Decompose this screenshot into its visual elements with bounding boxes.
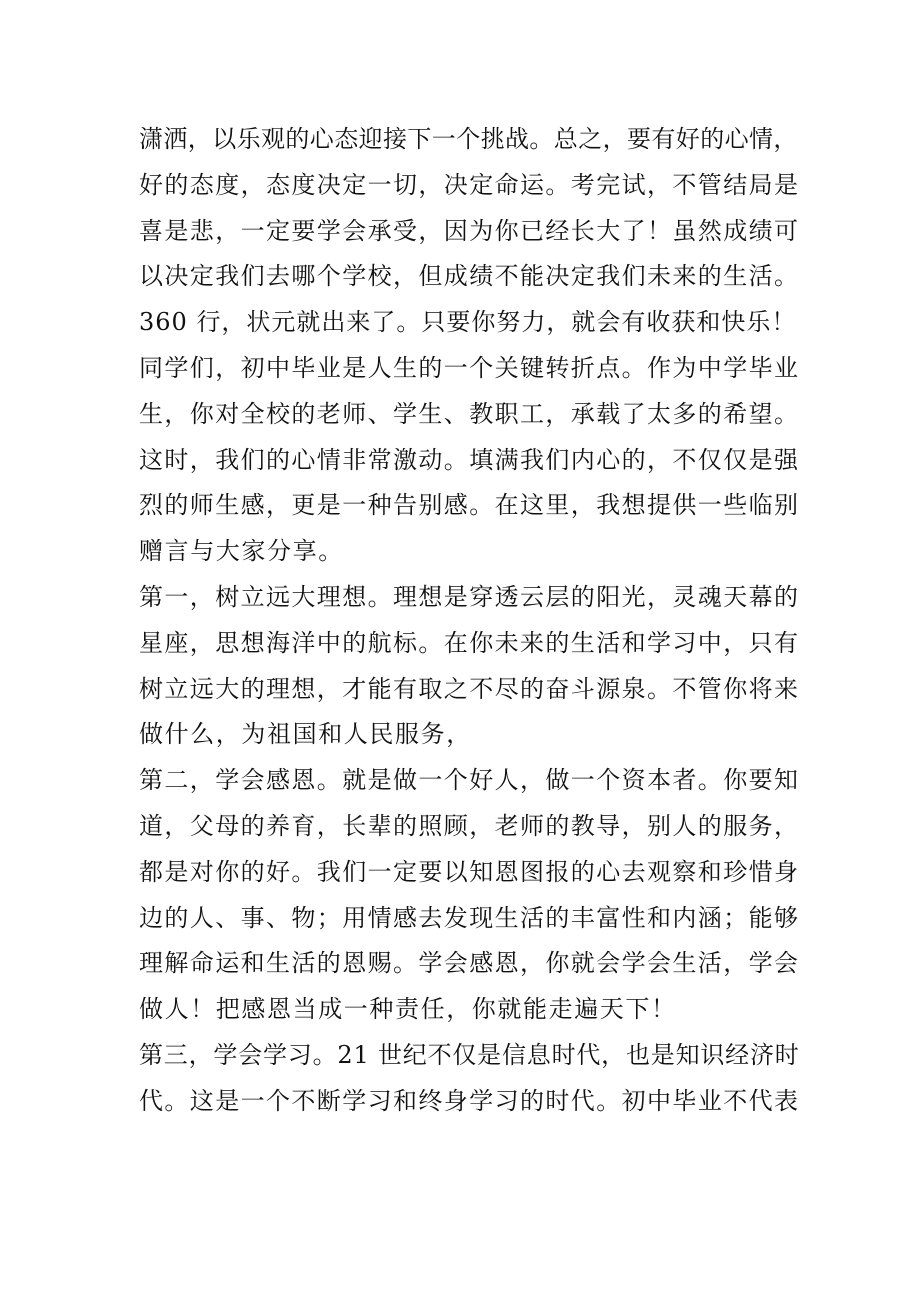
text-line: 以决定我们去哪个学校，但成绩不能决定我们未来的生活。 — [139, 262, 800, 291]
text-line: 第三，学会学习。21 世纪不仅是信息时代，也是知识经济时 — [139, 1040, 800, 1069]
text-line: 星座，思想海洋中的航标。在你未来的生活和学习中，只有 — [139, 628, 800, 657]
text-line: 树立远大的理想，才能有取之不尽的奋斗源泉。不管你将来 — [139, 674, 800, 703]
document-body — [139, 117, 801, 1125]
text-line: 代。这是一个不断学习和终身学习的时代。初中毕业不代表 — [139, 1086, 800, 1115]
text-line: 做人！把感恩当成一种责任，你就能走遍天下！ — [139, 995, 677, 1024]
text-line: 做什么，为祖国和人民服务， — [139, 720, 472, 749]
text-line: 喜是悲，一定要学会承受，因为你已经长大了！虽然成绩可 — [139, 216, 800, 245]
text-line: 烈的师生感，更是一种告别感。在这里，我想提供一些临别 — [139, 491, 800, 520]
text-line: 好的态度，态度决定一切，决定命运。考完试，不管结局是 — [139, 170, 800, 199]
text-line: 这时，我们的心情非常激动。填满我们内心的，不仅仅是强 — [139, 445, 800, 474]
text-line: 同学们，初中毕业是人生的一个关键转折点。作为中学毕业 — [139, 353, 800, 382]
text-line: 赠言与大家分享。 — [139, 537, 344, 566]
text-line: 生，你对全校的老师、学生、教职工，承载了太多的希望。 — [139, 399, 800, 428]
text-line: 理解命运和生活的恩赐。学会感恩，你就会学会生活，学会 — [139, 949, 800, 978]
text-line: 道，父母的养育，长辈的照顾，老师的教导，别人的服务， — [139, 811, 800, 840]
text-line: 边的人、事、物；用情感去发现生活的丰富性和内涵；能够 — [139, 903, 800, 932]
text-line: 第一，树立远大理想。理想是穿透云层的阳光，灵魂天幕的 — [139, 582, 800, 611]
text-line: 潇洒，以乐观的心态迎接下一个挑战。总之，要有好的心情， — [139, 125, 798, 153]
text-line: 第二，学会感恩。就是做一个好人，做一个资本者。你要知 — [139, 766, 800, 795]
text-line: 都是对你的好。我们一定要以知恩图报的心去观察和珍惜身 — [139, 857, 800, 886]
text-line: 360 行，状元就出来了。只要你努力，就会有收获和快乐！ — [139, 308, 797, 337]
